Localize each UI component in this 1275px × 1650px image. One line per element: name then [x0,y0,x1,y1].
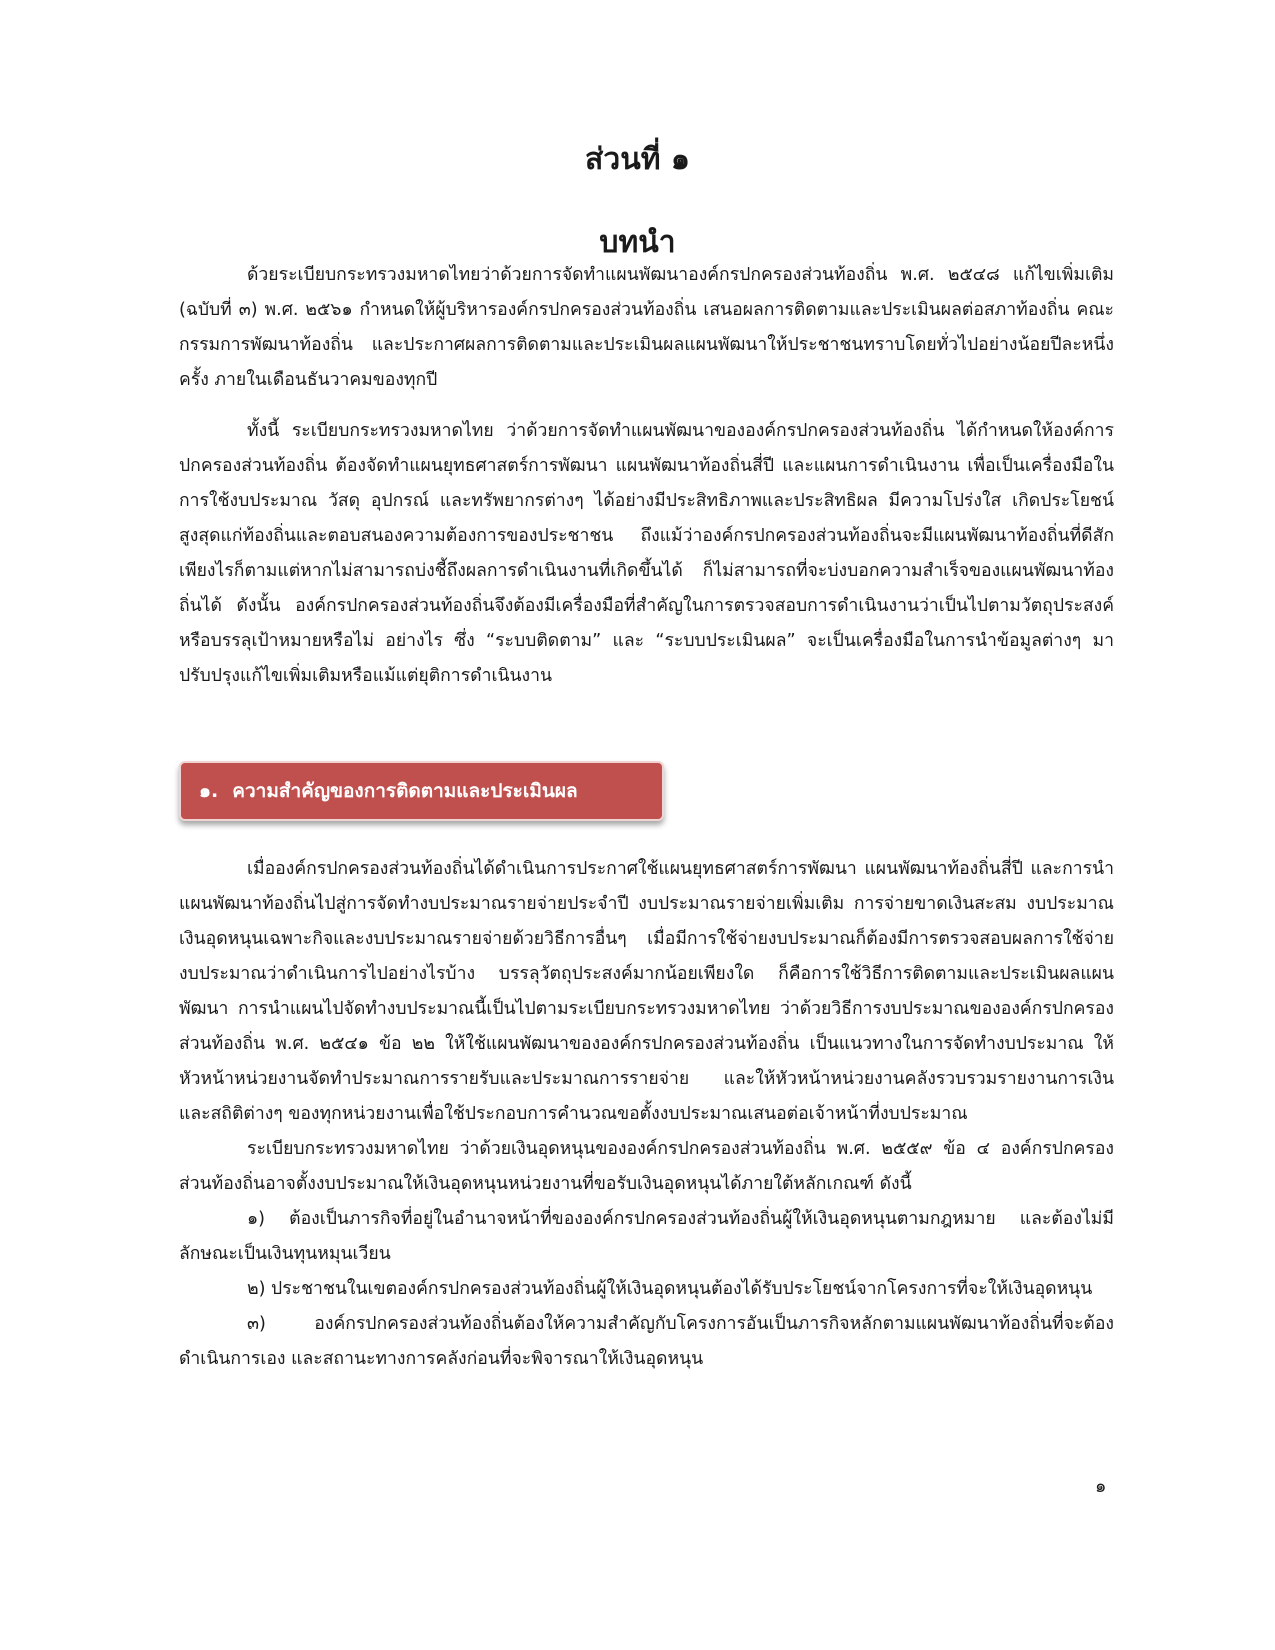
criteria-item: ๒) ประชาชนในเขตองค์กรปกครองส่วนท้องถิ่นผู้ให้เงินอุดหนุนต้องได้รับประโยชน์จากโครงการที่จะให้เงินอุดหนุน [247,1279,1093,1299]
section-number: ๑. [199,780,219,802]
section-title: ความสำคัญของการติดตามและประเมินผล [232,780,578,802]
intro-section [179,258,1114,694]
intro-paragraph: ด้วยระเบียบกระทรวงมหาดไทยว่าด้วยการจัดทำแผนพัฒนาองค์กรปกครองส่วนท้องถิ่น พ.ศ. ๒๕๔๘ แก้ไขเพิ่มเติม (ฉบับที่ ๓) พ.ศ. ๒๕๖๑ กำหนดให้ผู้บริหารองค์กรปกครองส่วนท้องถิ่น เสนอผลการติดตามและประเมินผลต่อสภาท้องถิ่น คณะกรรมการพัฒนาท้องถิ่น และประกาศผลการติดตามและประเมินผลแผนพัฒนาให้ประชาชนทราบโดยทั่วไปอย่างน้อยปีละหนึ่งครั้ง ภายในเดือนธันวาคมของทุกปี [179,265,1114,390]
body-paragraph: ระเบียบกระทรวงมหาดไทย ว่าด้วยเงินอุดหนุนขององค์กรปกครองส่วนท้องถิ่น พ.ศ. ๒๕๕๙ ข้อ ๔ องค์กรปกครองส่วนท้องถิ่นอาจตั้งงบประมาณให้เงินอุดหนุนหน่วยงานที่ขอรับเงินอุดหนุนได้ภายใต้หลักเกณฑ์ ดังนี้ [179,1139,1114,1194]
criteria-item: ๓) องค์กรปกครองส่วนท้องถิ่นต้องให้ความสำคัญกับโครงการอันเป็นภารกิจหลักตามแผนพัฒนาท้องถิ่นที่จะต้องดำเนินการเอง และสถานะทางการคลังก่อนที่จะพิจารณาให้เงินอุดหนุน [179,1314,1114,1369]
section-heading-bar [179,761,664,821]
intro-title: บทนำ [599,225,676,260]
intro-paragraph: ทั้งนี้ ระเบียบกระทรวงมหาดไทย ว่าด้วยการจัดทำแผนพัฒนาขององค์กรปกครองส่วนท้องถิ่น ได้กำหนดให้องค์การปกครองส่วนท้องถิ่น ต้องจัดทำแผนยุทธศาสตร์การพัฒนา แผนพัฒนาท้องถิ่นสี่ปี และแผนการดำเนินงาน เพื่อเป็นเครื่องมือในการใช้งบประมาณ วัสดุ อุปกรณ์ และทรัพยากรต่างๆ ได้อย่างมีประสิทธิภาพและประสิทธิผล มีความโปร่งใส เกิดประโยชน์สูงสุดแก่ท้องถิ่นและตอบสนองความต้องการของประชาชน ถึงแม้ว่าองค์กรปกครองส่วนท้องถิ่นจะมีแผนพัฒนาท้องถิ่นที่ดีสักเพียงไรก็ตามแต่หากไม่สามารถบ่งชี้ถึงผลการดำเนินงานที่เกิดขึ้นได้ ก็ไม่สามารถที่จะบ่งบอกความสำเร็จของแผนพัฒนาท้องถิ่นได้ ดังนั้น องค์กรปกครองส่วนท้องถิ่นจึงต้องมีเครื่องมือที่สำคัญในการตรวจสอบการดำเนินงานว่าเป็นไปตามวัตถุประสงค์หรือบรรลุเป้าหมายหรือไม่ อย่างไร ซึ่ง “ระบบติดตาม” และ “ระบบประเมินผล” จะเป็นเครื่องมือในการนำข้อมูลต่างๆ มาปรับปรุงแก้ไขเพิ่มเติมหรือแม้แต่ยุติการดำเนินงาน [179,421,1114,686]
body-section [179,852,1114,1377]
part-title: ส่วนที่ ๑ [585,142,690,177]
body-paragraph: เมื่อองค์กรปกครองส่วนท้องถิ่นได้ดำเนินการประกาศใช้แผนยุทธศาสตร์การพัฒนา แผนพัฒนาท้องถิ่นสี่ปี และการนำแผนพัฒนาท้องถิ่นไปสู่การจัดทำงบประมาณรายจ่ายประจำปี งบประมาณรายจ่ายเพิ่มเติม การจ่ายขาดเงินสะสม งบประมาณเงินอุดหนุนเฉพาะกิจและงบประมาณรายจ่ายด้วยวิธีการอื่นๆ เมื่อมีการใช้จ่ายงบประมาณก็ต้องมีการตรวจสอบผลการใช้จ่ายงบประมาณว่าดำเนินการไปอย่างไรบ้าง บรรลุวัตถุประสงค์มากน้อยเพียงใด ก็คือการใช้วิธีการติดตามและประเมินผลแผนพัฒนา การนำแผนไปจัดทำงบประมาณนี้เป็นไปตามระเบียบกระทรวงมหาดไทย ว่าด้วยวิธีการงบประมาณขององค์กรปกครองส่วนท้องถิ่น พ.ศ. ๒๕๔๑ ข้อ ๒๒ ให้ใช้แผนพัฒนาขององค์กรปกครองส่วนท้องถิ่น เป็นแนวทางในการจัดทำงบประมาณ ให้หัวหน้าหน่วยงานจัดทำประมาณการรายรับและประมาณการรายจ่าย และให้หัวหน้าหน่วยงานคลังรวบรวมรายงานการเงินและสถิติต่างๆ ของทุกหน่วยงานเพื่อใช้ประกอบการคำนวณขอตั้งงบประมาณเสนอต่อเจ้าหน้าที่งบประมาณ [179,859,1114,1124]
page-number: ๑ [1095,1476,1107,1497]
criteria-item: ๑) ต้องเป็นภารกิจที่อยู่ในอำนาจหน้าที่ขององค์กรปกครองส่วนท้องถิ่นผู้ให้เงินอุดหนุนตามกฎหมาย และต้องไม่มีลักษณะเป็นเงินทุนหมุนเวียน [179,1209,1114,1264]
